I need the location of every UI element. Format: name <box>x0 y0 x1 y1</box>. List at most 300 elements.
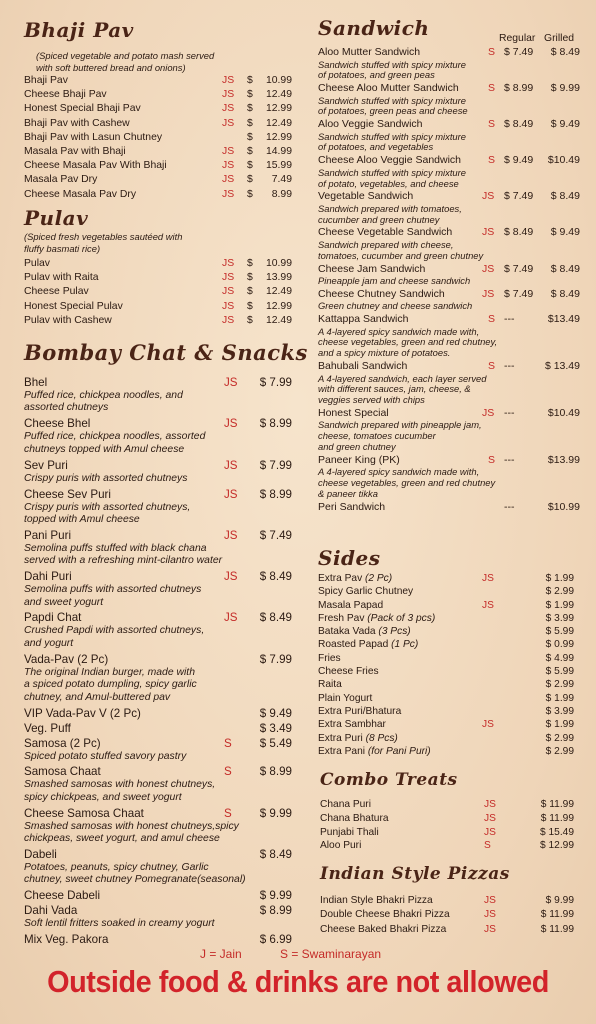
diet-tag: JS <box>482 190 495 203</box>
item-name: Chana Puri <box>320 799 371 810</box>
item-price: $ 11.99 <box>540 923 574 935</box>
item-description: served with a refreshing mint-cilantro water <box>24 555 223 567</box>
pizza-row <box>320 894 580 908</box>
item-description: of potatoes, and vegetables <box>318 141 434 153</box>
side-row <box>318 665 580 678</box>
side-row <box>318 612 580 625</box>
item-name: Cheese Aloo Veggie Sandwich <box>318 154 462 167</box>
diet-tag: JS <box>224 487 238 501</box>
item-name: Pulav with Raita <box>24 272 99 284</box>
diet-tag: S <box>484 840 491 852</box>
item-description: Puffed rice, chickpea noodles, and <box>24 390 183 401</box>
item-price: 12.49 <box>265 117 292 129</box>
diet-tag: JS <box>222 145 235 157</box>
regular-price: $ 9.49 <box>504 154 534 167</box>
item-line <box>318 154 580 168</box>
diet-tag: JS <box>224 611 238 625</box>
item-price: $ 3.99 <box>545 705 574 717</box>
bombay-item <box>24 932 292 947</box>
bhaji-pav-row <box>24 173 292 187</box>
item-name: Mix Veg. Pakora <box>24 933 109 947</box>
item-price: $ 5.99 <box>545 666 574 678</box>
sides-list <box>318 572 580 758</box>
item-description: Sandwich stuffed with spicy mixture <box>318 58 466 70</box>
combo-row <box>320 812 580 826</box>
pulav-heading: Pulav <box>24 206 89 230</box>
item-price: $ 2.99 <box>545 586 574 598</box>
item-line <box>24 487 292 502</box>
item-line <box>24 764 292 779</box>
item-price: 13.99 <box>265 272 292 284</box>
item-description: Spiced potato stuffed savory pastry <box>24 750 187 762</box>
item-name: Cheese Vegetable Sandwich <box>318 226 453 239</box>
dollar-sign: $ <box>247 103 253 115</box>
dollar-sign: $ <box>247 131 253 143</box>
item-line <box>24 375 292 390</box>
diet-tag: JS <box>222 314 235 326</box>
item-note: (8 Pcs) <box>365 732 398 744</box>
regular-price: --- <box>504 360 515 373</box>
item-price: $ 6.99 <box>259 933 292 947</box>
diet-tag: S <box>488 453 496 466</box>
item-description: Soft lentil fritters soaked in creamy yogurt <box>24 918 215 930</box>
bombay-item <box>24 569 292 609</box>
item-name: Aloo Mutter Sandwich <box>318 46 421 58</box>
bombay-item <box>24 652 292 704</box>
item-name: Veg. Puff <box>24 721 71 735</box>
item-line <box>318 263 580 277</box>
item-name: Extra Puri (8 Pcs) <box>318 732 398 744</box>
bombay-item <box>24 888 292 903</box>
bombay-item <box>24 487 292 527</box>
item-description: cheese vegetables, green and red chutney, <box>318 336 498 348</box>
bombay-item <box>24 416 292 456</box>
bhaji-pav-heading: Bhaji Pav <box>24 18 134 42</box>
item-price: 12.49 <box>265 286 292 298</box>
regular-price: $ 8.49 <box>504 226 534 239</box>
item-name: Extra Puri/Bhatura <box>318 705 402 717</box>
bombay-heading: Bombay Chat & Snacks <box>24 340 308 365</box>
item-description: cheese, tomatoes cucumber <box>318 430 436 442</box>
grilled-price: $ 8.49 <box>550 262 580 275</box>
dollar-sign: $ <box>247 117 253 129</box>
item-price: $ 9.99 <box>545 895 574 906</box>
item-price: $ 11.99 <box>540 812 574 824</box>
regular-price: $ 7.49 <box>504 190 534 203</box>
item-description: spicy chickpeas, and sweet yogurt <box>24 791 182 803</box>
combo-row <box>320 826 580 840</box>
item-description: A 4-layered sandwich, each layer served <box>318 372 487 384</box>
item-name: Raita <box>318 679 342 691</box>
diet-tag: JS <box>484 895 496 906</box>
diet-tag: S <box>224 806 232 820</box>
pizza-heading: Indian Style Pizzas <box>320 864 510 884</box>
diet-tag: JS <box>222 103 235 115</box>
item-description: Crispy puris with assorted chutneys, <box>24 501 191 513</box>
item-line <box>318 454 580 468</box>
combo-heading: Combo Treats <box>320 770 458 790</box>
item-line <box>318 46 580 60</box>
item-price: 12.49 <box>265 89 292 101</box>
bombay-item <box>24 375 292 415</box>
grilled-price: $ 8.49 <box>550 287 580 300</box>
item-name: Bataka Vada (3 Pcs) <box>318 626 411 638</box>
item-name: Samosa (2 Pc) <box>24 736 101 750</box>
dollar-sign: $ <box>247 286 253 298</box>
bombay-item <box>24 610 292 650</box>
item-description: tomatoes, cucumber and green chutney <box>318 249 484 261</box>
diet-tag: JS <box>484 799 496 810</box>
item-line <box>24 569 292 584</box>
diet-tag: JS <box>222 286 235 298</box>
item-name: Bhaji Pav with Cashew <box>24 117 130 129</box>
item-price: $ 7.99 <box>259 652 292 666</box>
diet-tag: S <box>488 360 496 373</box>
item-price: $ 7.99 <box>259 376 292 389</box>
dollar-sign: $ <box>247 188 253 200</box>
item-description: and a spicy mixture of potatoes. <box>318 347 451 359</box>
sandwich-item <box>318 226 580 261</box>
bhaji-pav-row <box>24 102 292 116</box>
diet-tag: JS <box>482 599 494 611</box>
item-description: Potatoes, peanuts, spicy chutney, Garlic <box>24 862 209 874</box>
dollar-sign: $ <box>247 314 253 326</box>
item-name: Honest Special <box>318 406 389 419</box>
item-price: $ 1.99 <box>545 599 574 611</box>
item-price: $ 4.99 <box>545 652 574 664</box>
item-description: of potato, vegetables, and cheese <box>318 177 459 189</box>
item-name: Cheese Bhel <box>24 417 91 431</box>
item-name: Fresh Pav (Pack of 3 pcs) <box>318 612 436 624</box>
item-line <box>318 82 580 96</box>
pulav-row <box>24 257 292 271</box>
side-row <box>318 718 580 731</box>
diet-tag: JS <box>482 573 494 584</box>
diet-tag: JS <box>222 300 235 312</box>
item-price: $ 1.99 <box>545 719 574 731</box>
diet-tag: S <box>488 82 496 95</box>
bhaji-pav-row <box>24 145 292 159</box>
bhaji-pav-row <box>24 159 292 173</box>
footer-notice: Outside food & drinks are not allowed <box>47 964 549 999</box>
item-name: Pulav with Cashew <box>24 314 112 326</box>
diet-tag: JS <box>222 75 235 86</box>
item-price: $ 7.99 <box>259 458 292 472</box>
item-price: $ 8.49 <box>259 570 292 584</box>
item-price: 12.49 <box>265 314 292 326</box>
regular-column-header: Regular <box>499 33 536 44</box>
item-price: 12.99 <box>265 131 292 143</box>
item-name: Kattappa Sandwich <box>318 313 409 326</box>
bhaji-pav-note: (Spiced vegetable and potato mash served with soft buttered bread and onions) <box>36 50 215 73</box>
diet-tag: JS <box>484 812 496 824</box>
item-price: $ 2.99 <box>545 679 574 691</box>
item-price: $ 8.99 <box>259 487 292 501</box>
sandwich-item <box>318 154 580 189</box>
item-description: Sandwich stuffed with spicy mixture <box>318 166 466 178</box>
item-line <box>24 610 292 625</box>
diet-tag: JS <box>224 528 238 542</box>
diet-tag: JS <box>222 174 235 186</box>
item-description: and sweet yogurt <box>24 596 104 608</box>
item-description: topped with Amul cheese <box>24 513 140 525</box>
item-price: $ 11.99 <box>540 909 574 921</box>
bombay-item <box>24 903 292 930</box>
combo-row <box>320 798 580 812</box>
bombay-item <box>24 706 292 721</box>
item-note: (1 Pc) <box>391 639 419 651</box>
combo-list <box>320 798 580 853</box>
item-name: Dahi Puri <box>24 570 72 584</box>
item-description: Smashed samosas with honest chutneys,spicy <box>24 820 239 832</box>
grilled-price: $ 9.49 <box>550 226 580 239</box>
item-name: Bhel <box>24 376 48 389</box>
bhaji-pav-row <box>24 188 292 202</box>
diet-tag: JS <box>484 826 496 838</box>
item-name: Honest Special Pulav <box>24 300 123 312</box>
item-description: and green chutney <box>318 441 396 453</box>
pulav-row <box>24 271 292 285</box>
bhaji-pav-row <box>24 131 292 145</box>
regular-price: --- <box>504 406 515 419</box>
item-description: Sandwich prepared with pineapple jam, <box>318 419 482 431</box>
sandwich-item <box>318 190 580 225</box>
dollar-sign: $ <box>247 89 253 101</box>
item-name: Samosa Chaat <box>24 765 101 779</box>
item-description: chutney, sweet chutney Pomegranate(seasonal) <box>24 874 246 886</box>
item-name: Cheese Masala Pav Dry <box>24 188 137 200</box>
item-price: 10.99 <box>265 258 292 269</box>
item-line <box>318 407 580 421</box>
item-price: $ 1.99 <box>545 573 574 584</box>
item-price: $ 8.49 <box>259 611 292 625</box>
item-price: 14.99 <box>265 145 292 157</box>
bombay-item <box>24 458 292 485</box>
sandwich-item <box>318 360 580 406</box>
item-description: a spiced potato dumpling, spicy garlic <box>24 679 197 691</box>
item-price: $ 15.49 <box>540 826 574 838</box>
item-description: Sandwich stuffed with spicy mixture <box>318 130 466 142</box>
item-name: Spicy Garlic Chutney <box>318 586 414 598</box>
legend-swaminarayan: S = Swaminarayan <box>280 947 382 961</box>
item-name: Aloo Veggie Sandwich <box>318 118 423 131</box>
sandwich-item <box>318 46 580 81</box>
item-price: $ 0.99 <box>545 639 574 651</box>
item-name: Extra Pani (for Pani Puri) <box>318 745 431 757</box>
item-description: with different sauces, jam, cheese, & <box>318 383 471 395</box>
item-description: of potatoes, and green peas <box>318 69 435 81</box>
item-line <box>24 888 292 903</box>
item-price: $ 3.49 <box>259 721 292 735</box>
item-name: Honest Special Bhaji Pav <box>24 103 141 115</box>
diet-tag: JS <box>224 570 238 584</box>
diet-tag: JS <box>224 417 238 431</box>
item-description: A 4-layered spicy sandwich made with, <box>318 325 480 337</box>
item-name: Bahubali Sandwich <box>318 360 408 373</box>
item-line <box>24 528 292 543</box>
item-name: Cheese Chutney Sandwich <box>318 287 445 300</box>
item-name: Cheese Masala Pav With Bhaji <box>24 160 167 172</box>
bombay-item <box>24 736 292 763</box>
sandwich-item <box>318 501 580 515</box>
side-row <box>318 732 580 745</box>
item-price: $ 8.99 <box>259 904 292 918</box>
sandwich-item <box>318 454 580 500</box>
item-name: Peri Sandwich <box>318 500 386 513</box>
item-price: $ 5.99 <box>545 626 574 638</box>
item-name: Indian Style Bhakri Pizza <box>320 895 433 906</box>
item-note: (Pack of 3 pcs) <box>367 612 436 624</box>
item-line <box>24 903 292 918</box>
item-line <box>24 706 292 721</box>
item-price: $ 5.49 <box>259 736 292 750</box>
grilled-price: $ 9.99 <box>550 82 580 95</box>
pulav-list <box>24 257 292 328</box>
item-price: $ 2.99 <box>545 732 574 744</box>
item-name: Plain Yogurt <box>318 692 373 704</box>
item-description: chutneys topped with Amul cheese <box>24 443 185 455</box>
item-description: Green chutney and cheese sandwich <box>318 300 473 312</box>
item-name: Chana Bhatura <box>320 812 389 824</box>
grilled-column-header: Grilled <box>544 33 575 44</box>
item-line <box>24 847 292 862</box>
diet-tag: S <box>488 154 496 167</box>
item-name: Aloo Puri <box>320 840 362 852</box>
bombay-item <box>24 721 292 736</box>
dollar-sign: $ <box>247 174 253 186</box>
side-row <box>318 652 580 665</box>
item-description: Sandwich prepared with tomatoes, <box>318 202 462 214</box>
grilled-price: $ 8.49 <box>550 46 580 58</box>
side-row <box>318 625 580 638</box>
item-name: Cheese Fries <box>318 666 379 678</box>
item-description: Sandwich stuffed with spicy mixture <box>318 94 466 106</box>
bhaji-pav-row <box>24 74 292 88</box>
item-name: Cheese Pulav <box>24 286 89 298</box>
item-price: 7.49 <box>271 174 292 186</box>
item-name: Pulav <box>24 258 50 269</box>
diet-tag: S <box>488 46 496 58</box>
item-line <box>24 932 292 947</box>
sandwich-item <box>318 118 580 153</box>
item-description: Sandwich prepared with cheese, <box>318 238 454 250</box>
side-row <box>318 705 580 718</box>
item-price: $ 9.99 <box>259 806 292 820</box>
item-line <box>318 501 580 515</box>
item-price: $ 3.99 <box>545 612 574 624</box>
item-line <box>318 118 580 132</box>
grilled-price: $10.99 <box>547 500 580 513</box>
item-description: Pineapple jam and cheese sandwich <box>318 275 471 287</box>
sandwich-item <box>318 407 580 453</box>
regular-price: $ 7.49 <box>504 287 534 300</box>
dollar-sign: $ <box>247 300 253 312</box>
item-name: Masala Pav with Bhaji <box>24 145 126 157</box>
item-description: cheese vegetables, green and red chutney <box>318 477 496 489</box>
item-description: Puffed rice, chickpea noodles, assorted <box>24 431 206 443</box>
item-name: Cheese Jam Sandwich <box>318 262 426 275</box>
bombay-item <box>24 806 292 846</box>
sandwich-columns <box>316 33 582 46</box>
item-name: Cheese Baked Bhakri Pizza <box>320 923 447 935</box>
item-name: Masala Papad <box>318 599 384 611</box>
pulav-row <box>24 285 292 299</box>
item-line <box>24 806 292 821</box>
diet-tag: JS <box>222 117 235 129</box>
item-name: Dahi Vada <box>24 904 78 918</box>
dollar-sign: $ <box>247 145 253 157</box>
sandwich-item <box>318 288 580 312</box>
grilled-price: $ 8.49 <box>550 190 580 203</box>
item-price: $ 8.49 <box>259 848 292 862</box>
sandwich-item <box>318 263 580 287</box>
item-name: Extra Sambhar <box>318 719 386 731</box>
diet-tag: JS <box>482 406 495 419</box>
dollar-sign: $ <box>247 258 253 269</box>
item-name: Cheese Sev Puri <box>24 487 111 501</box>
item-name: Masala Pav Dry <box>24 174 98 186</box>
dollar-sign: $ <box>247 160 253 172</box>
side-row <box>318 572 580 585</box>
dollar-sign: $ <box>247 75 253 86</box>
regular-price: --- <box>504 500 515 513</box>
sandwich-list <box>318 46 580 515</box>
item-name: Punjabi Thali <box>320 826 379 838</box>
side-row <box>318 599 580 612</box>
item-line <box>318 313 580 327</box>
regular-price: $ 8.99 <box>504 82 534 95</box>
item-name: Bhaji Pav <box>24 75 68 86</box>
item-line <box>318 288 580 302</box>
bombay-item <box>24 764 292 804</box>
item-name: Fries <box>318 652 341 664</box>
combo-row <box>320 839 580 853</box>
item-name: Paneer King (PK) <box>318 453 400 466</box>
diet-tag: S <box>488 118 496 131</box>
grilled-price: $ 13.49 <box>544 360 580 373</box>
diet-tag: JS <box>482 262 495 275</box>
item-description: and yogurt <box>24 637 74 649</box>
item-note: (2 Pc) <box>365 573 393 584</box>
side-row <box>318 585 580 598</box>
item-name: Papdi Chat <box>24 611 82 625</box>
diet-tag: S <box>488 313 496 326</box>
item-name: Dabeli <box>24 848 57 862</box>
item-description: Semolina puffs with assorted chutneys <box>24 584 202 596</box>
diet-tag: JS <box>222 89 235 101</box>
item-name: Cheese Samosa Chaat <box>24 806 144 820</box>
item-price: $ 1.99 <box>545 692 574 704</box>
item-note: (3 Pcs) <box>378 626 411 638</box>
item-line <box>318 190 580 204</box>
bhaji-pav-list <box>24 74 292 202</box>
diet-tag: JS <box>482 226 495 239</box>
item-line <box>24 416 292 431</box>
item-description: A 4-layered spicy sandwich made with, <box>318 466 480 478</box>
diet-tag: JS <box>222 160 235 172</box>
item-name: VIP Vada-Pav V (2 Pc) <box>24 706 141 720</box>
legend-jain: J = Jain <box>200 947 242 961</box>
side-row <box>318 638 580 651</box>
item-price: $ 8.99 <box>259 765 292 779</box>
item-price: 8.99 <box>271 188 292 200</box>
diet-tag: JS <box>484 909 496 921</box>
grilled-price: $10.49 <box>547 406 580 419</box>
pizza-row <box>320 908 580 922</box>
grilled-price: $10.49 <box>547 154 580 167</box>
item-price: 12.99 <box>265 103 292 115</box>
item-name: Vegetable Sandwich <box>318 190 414 203</box>
